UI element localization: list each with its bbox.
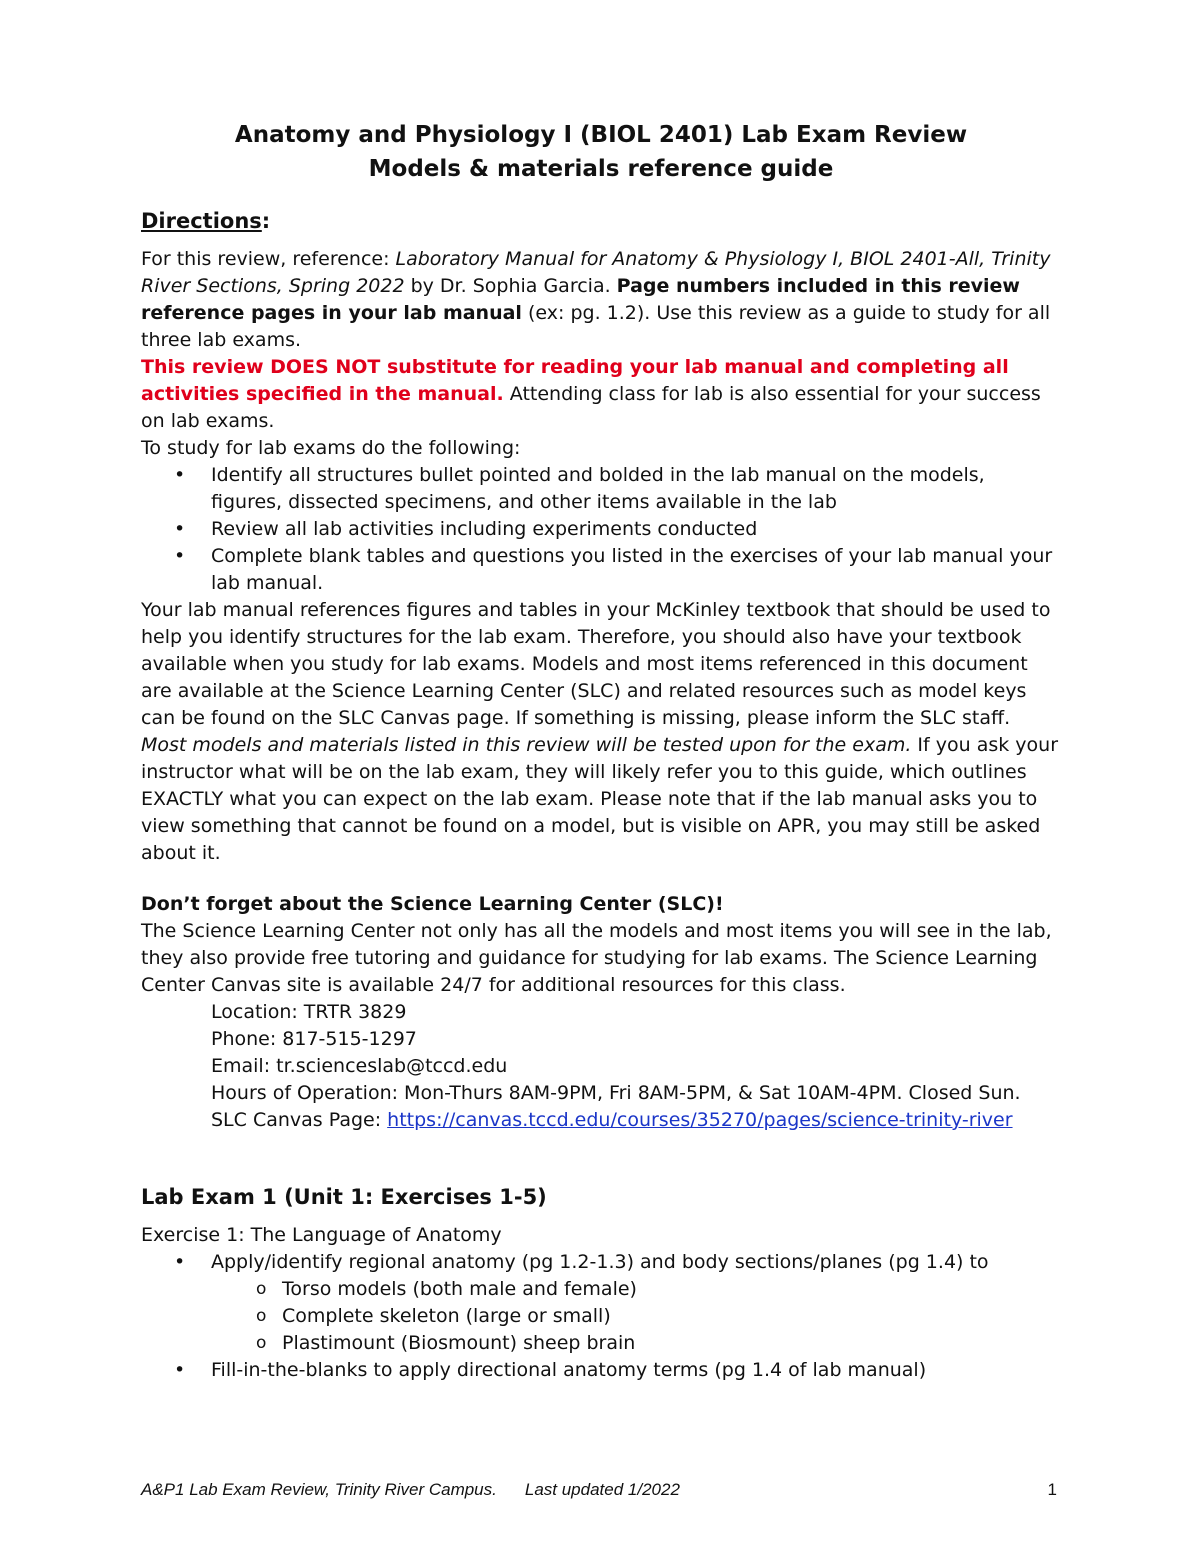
study-intro: To study for lab exams do the following: [141, 437, 521, 459]
text-span: Attending class for lab is also essential for your success on lab exams. [141, 383, 1041, 432]
list-item-text: Apply/identify regional anatomy (pg 1.2-1.3) and body sections/planes (pg 1.4) to [211, 1251, 989, 1273]
list-item [211, 1249, 1061, 1357]
exercise-1-list [141, 1249, 1061, 1384]
lab-exam-1-heading [141, 1182, 1061, 1212]
heading-part: Lab Exam 1 (Unit 1 [141, 1185, 365, 1209]
slc-phone: Phone: 817-515-1297 [211, 1028, 417, 1050]
page-footer [141, 1478, 1057, 1502]
document-subtitle: Models & materials reference guide [368, 156, 834, 182]
directions-paragraph-reference [141, 246, 1061, 354]
title-block [141, 118, 1061, 186]
slc-email: Email: tr.scienceslab@tccd.edu [211, 1055, 508, 1077]
slc-description: The Science Learning Center not only has all the models and most items you will see in the lab, they also provide free tutoring and guidance for studying for lab exams. The Science Learning Center Canvas site is available 24/7 for additional resources for this class. [141, 920, 1052, 996]
slc-heading-text: Don’t forget about the Science Learning Center (SLC)! [141, 893, 724, 915]
textbook-paragraph [141, 597, 1061, 867]
sub-list-item: o Plastimount (Biosmount) sheep brain [282, 1330, 1061, 1357]
directions-heading-colon: : [261, 209, 271, 233]
list-item: • Complete blank tables and questions you listed in the exercises of your lab manual your lab manual. [211, 543, 1061, 597]
sub-list-item: o Torso models (both male and female) [282, 1276, 1061, 1303]
page-numbers-note: Page numbers included in this review reference pages in your lab manual [141, 275, 1020, 324]
footer-updated: Last updated 1/2022 [524, 1480, 680, 1499]
slc-location: Location: TRTR 3829 [211, 1001, 407, 1023]
tested-note: Most models and materials listed in this review will be tested upon for the exam. [141, 734, 912, 756]
text-span: If you ask your instructor what will be on the lab exam, they will likely refer you to this guide, which outlines EXACTLY what you can expect on the lab exam. Please note that if the lab manual asks you to view something that cannot be found on a model, but is visible on APR, you may still be asked about it. [141, 734, 1059, 864]
lab-manual-title: Laboratory Manual for Anatomy & Physiology I, BIOL 2401-All, Trinity River Sections, Spring 2022 [141, 248, 1051, 297]
text-span: by Dr. Sophia Garcia. [404, 275, 617, 297]
directions-heading-text: Directions [141, 209, 262, 233]
heading-part: : Exercises 1-5) [364, 1185, 547, 1209]
slc-canvas-label: SLC Canvas Page: [211, 1109, 388, 1131]
slc-heading [141, 891, 1061, 918]
list-item: • Identify all structures bullet pointed and bolded in the lab manual on the models, figures, dissected specimens, and other items available in the lab [211, 462, 1061, 516]
sub-list-item: o Complete skeleton (large or small) [282, 1303, 1061, 1330]
exercise-1-sublist [211, 1276, 1061, 1357]
text-span: (ex: pg. 1.2). Use this review as a guide to study for all three lab exams. [141, 302, 1051, 351]
list-item: • Review all lab activities including experiments conducted [211, 516, 1061, 543]
slc-canvas-link[interactable]: https://canvas.tccd.edu/courses/35270/pages/science-trinity-river [387, 1109, 1013, 1131]
directions-paragraph-warning [141, 354, 1061, 435]
directions-heading [141, 206, 1061, 236]
text-span: Your lab manual references figures and tables in your McKinley textbook that should be used to help you identify structures for the lab exam. Therefore, you should also have your textbook available when you study for lab exams. Models and most items referenced in this document are available at the Science Learning Center (SLC) and related resources such as model keys can be found on the SLC Canvas page. If something is missing, please inform the SLC staff. [141, 599, 1051, 729]
footer-campus: A&P1 Lab Exam Review, Trinity River Campus. [141, 1480, 497, 1499]
slc-canvas [141, 1107, 1061, 1134]
document-page [141, 118, 1061, 1384]
exercise-1-title: Exercise 1: The Language of Anatomy [141, 1224, 502, 1246]
study-list [141, 462, 1061, 597]
document-title: Anatomy and Physiology I (BIOL 2401) Lab Exam Review [234, 122, 968, 148]
warning-text: This review DOES NOT substitute for reading your lab manual and completing all activities specified in the manual. [141, 356, 1009, 405]
list-item: • Fill-in-the-blanks to apply directional anatomy terms (pg 1.4 of lab manual) [211, 1357, 1061, 1384]
text-span: For this review, reference: [141, 248, 396, 270]
page-number: 1 [1047, 1480, 1057, 1499]
slc-hours: Hours of Operation: Mon-Thurs 8AM-9PM, Fri 8AM-5PM, & Sat 10AM-4PM. Closed Sun. [211, 1082, 1021, 1104]
